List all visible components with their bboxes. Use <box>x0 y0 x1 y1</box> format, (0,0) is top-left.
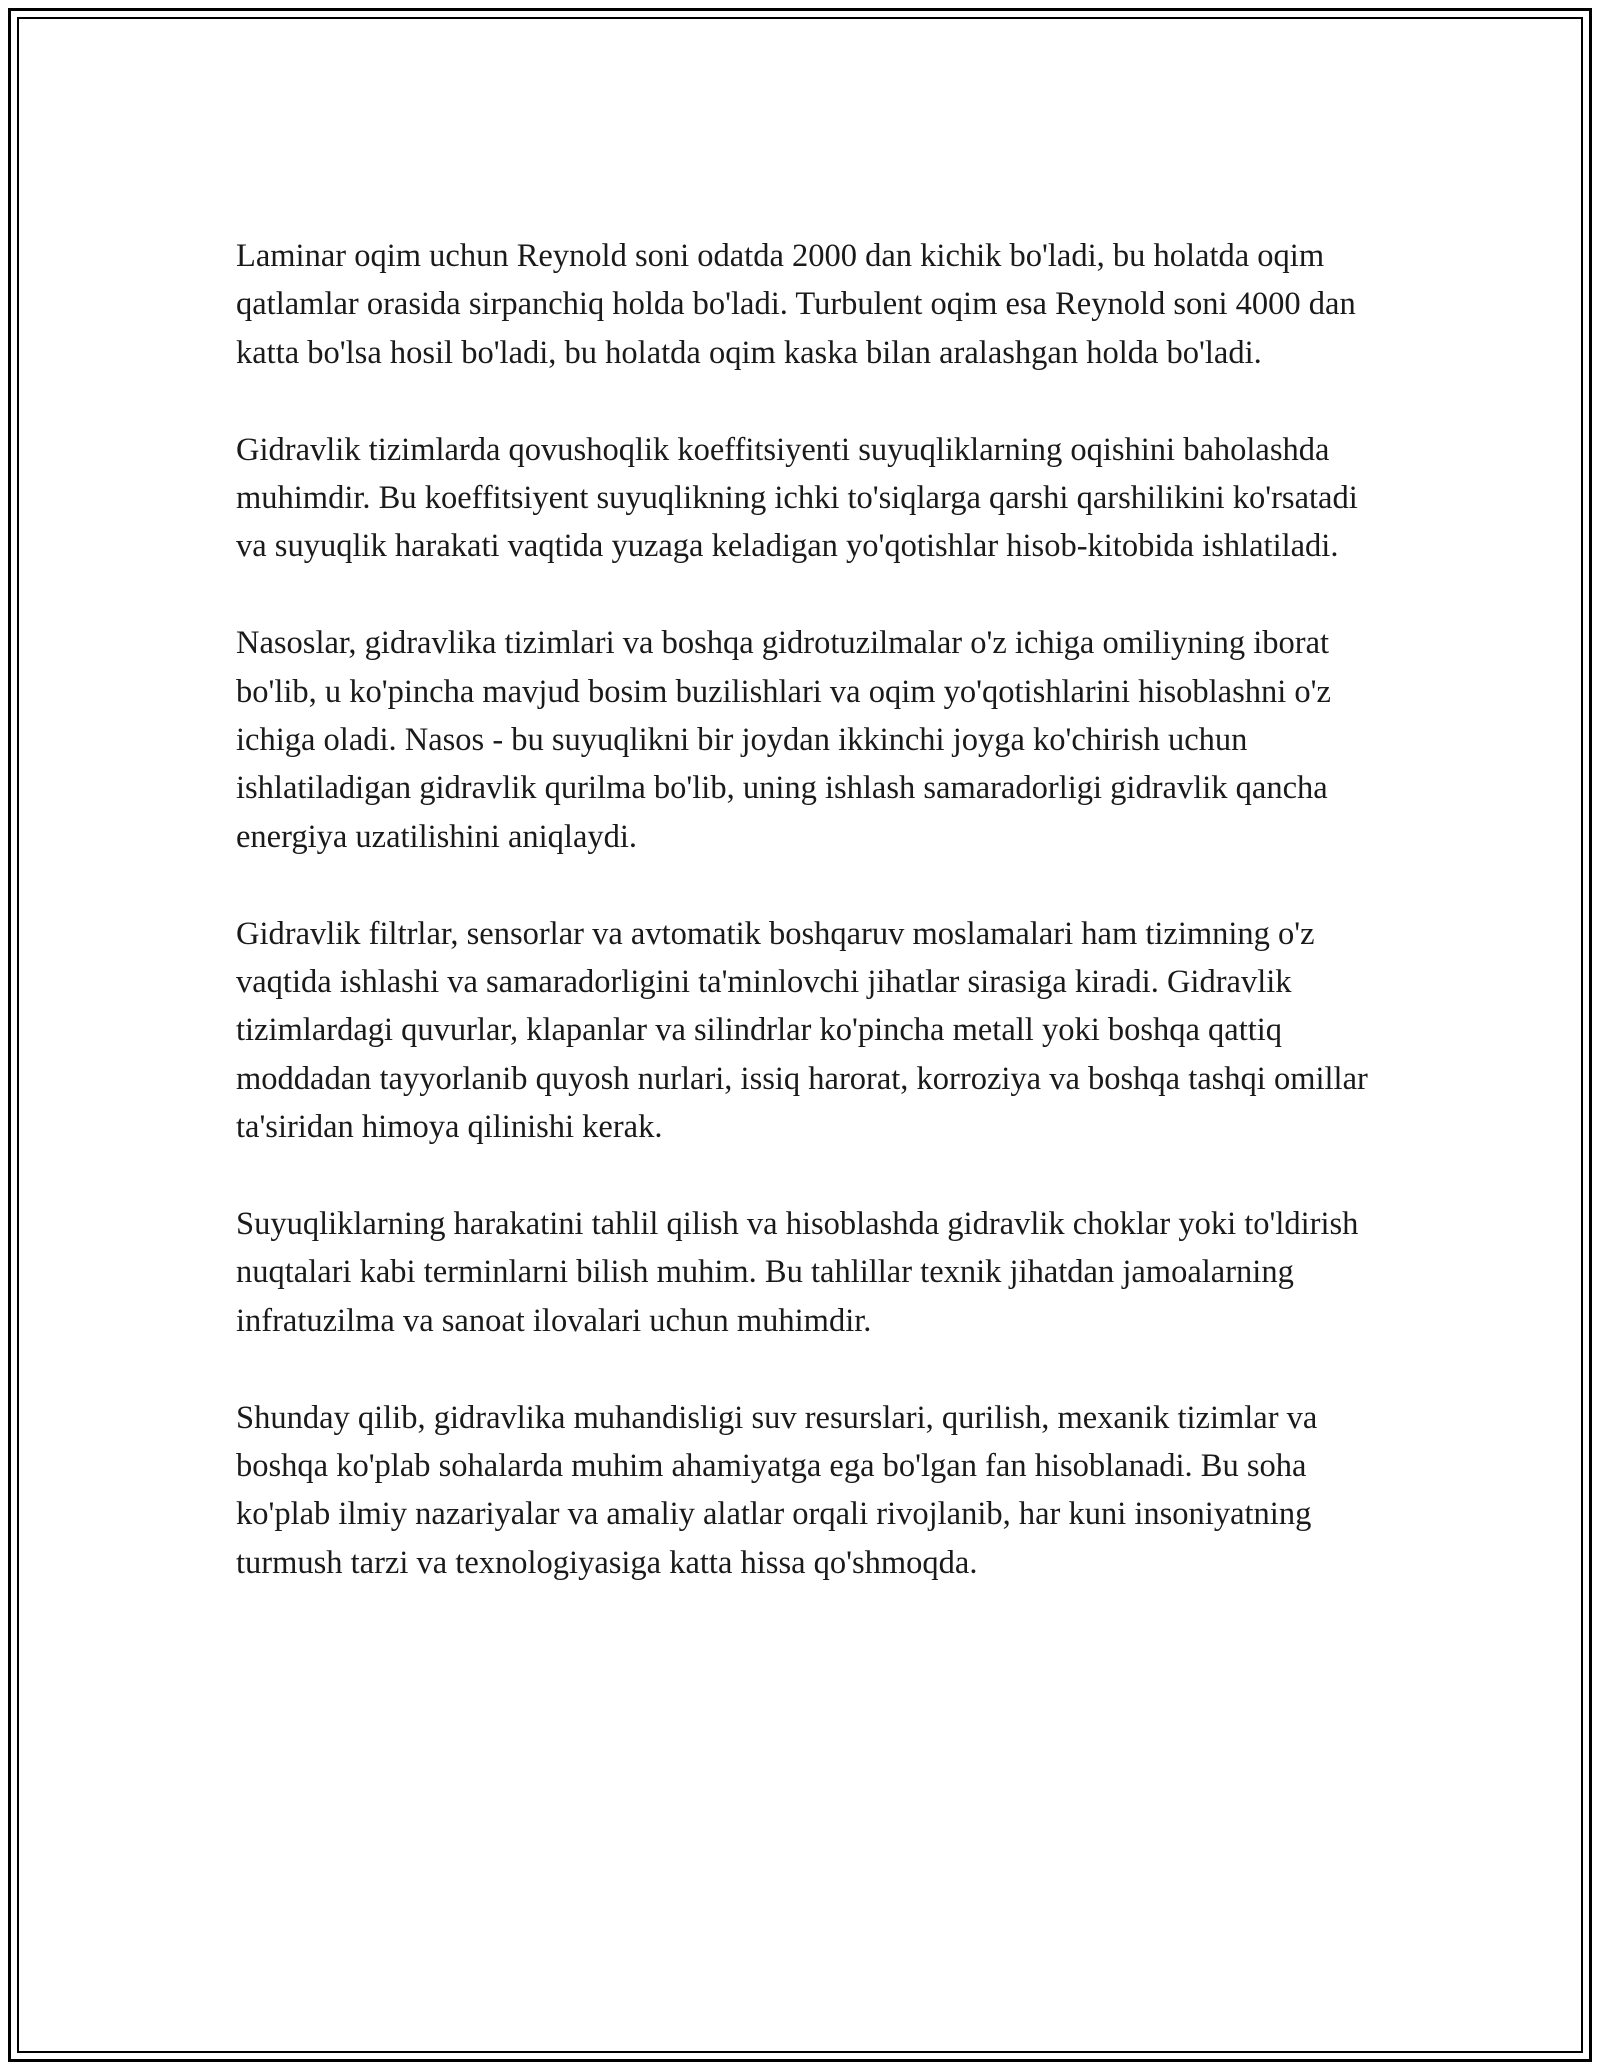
paragraph-pumps: Nasoslar, gidravlika tizimlari va boshqa gidrotuzilmalar o'z ichiga omiliyning iborat bo'lib, u ko'pincha mavjud bosim buzilishlari va oqim yo'qotishlarini hisoblashni o'z ichiga oladi. Nasos - bu suyuqlikni bir joydan ikkinchi joyga ko'chirish uchun ishlatiladigan gidravlik qurilma bo'lib, uning ishlash samaradorligi gidravlik qancha energiya uzatilishini aniqlaydi. <box>236 625 1331 855</box>
paragraph-viscosity-coefficient: Gidravlik tizimlarda qovushoqlik koeffitsiyenti suyuqliklarning oqishini baholashda muhimdir. Bu koeffitsiyent suyuqlikning ichki to'siqlarga qarshi qarshilikini ko'rsatadi va suyuqlik harakati vaqtida yuzaga keladigan yo'qotishlar hisob-kitobida ishlatiladi. <box>236 431 1358 565</box>
paragraph-filters-sensors: Gidravlik filtrlar, sensorlar va avtomatik boshqaruv moslamalari ham tizimning o'z vaqtida ishlashi va samaradorligini ta'minlovchi jihatlar sirasiga kiradi. Gidravlik tizimlardagi quvurlar, klapanlar va silindrlar ko'pincha metall yoki boshqa qattiq moddadan tayyorlanib quyosh nurlari, issiq harorat, korroziya va boshqa tashqi omillar ta'siridan himoya qilinishi kerak. <box>236 915 1368 1146</box>
document-body <box>236 232 1376 1587</box>
paragraph-conclusion: Shunday qilib, gidravlika muhandisligi suv resurslari, qurilish, mexanik tizimlar va boshqa ko'plab sohalarda muhim ahamiyatga ega bo'lgan fan hisoblanadi. Bu soha ko'plab ilmiy nazariyalar va amaliy alatlar orqali rivojlanib, har kuni insoniyatning turmush tarzi va texnologiyasiga katta hissa qo'shmoqda. <box>236 1399 1318 1581</box>
paragraph-fluid-analysis: Suyuqliklarning harakatini tahlil qilish va hisoblashda gidravlik choklar yoki to'ldirish nuqtalari kabi terminlarni bilish muhim. Bu tahlillar texnik jihatdan jamoalarning infratuzilma va sanoat ilovalari uchun muhimdir. <box>236 1206 1359 1339</box>
paragraph-reynolds-number: Laminar oqim uchun Reynold soni odatda 2000 dan kichik bo'ladi, bu holatda oqim qatlamlar orasida sirpanchiq holda bo'ladi. Turbulent oqim esa Reynold soni 4000 dan katta bo'lsa hosil bo'ladi, bu holatda oqim kaska bilan aralashgan holda bo'ladi. <box>236 238 1356 371</box>
